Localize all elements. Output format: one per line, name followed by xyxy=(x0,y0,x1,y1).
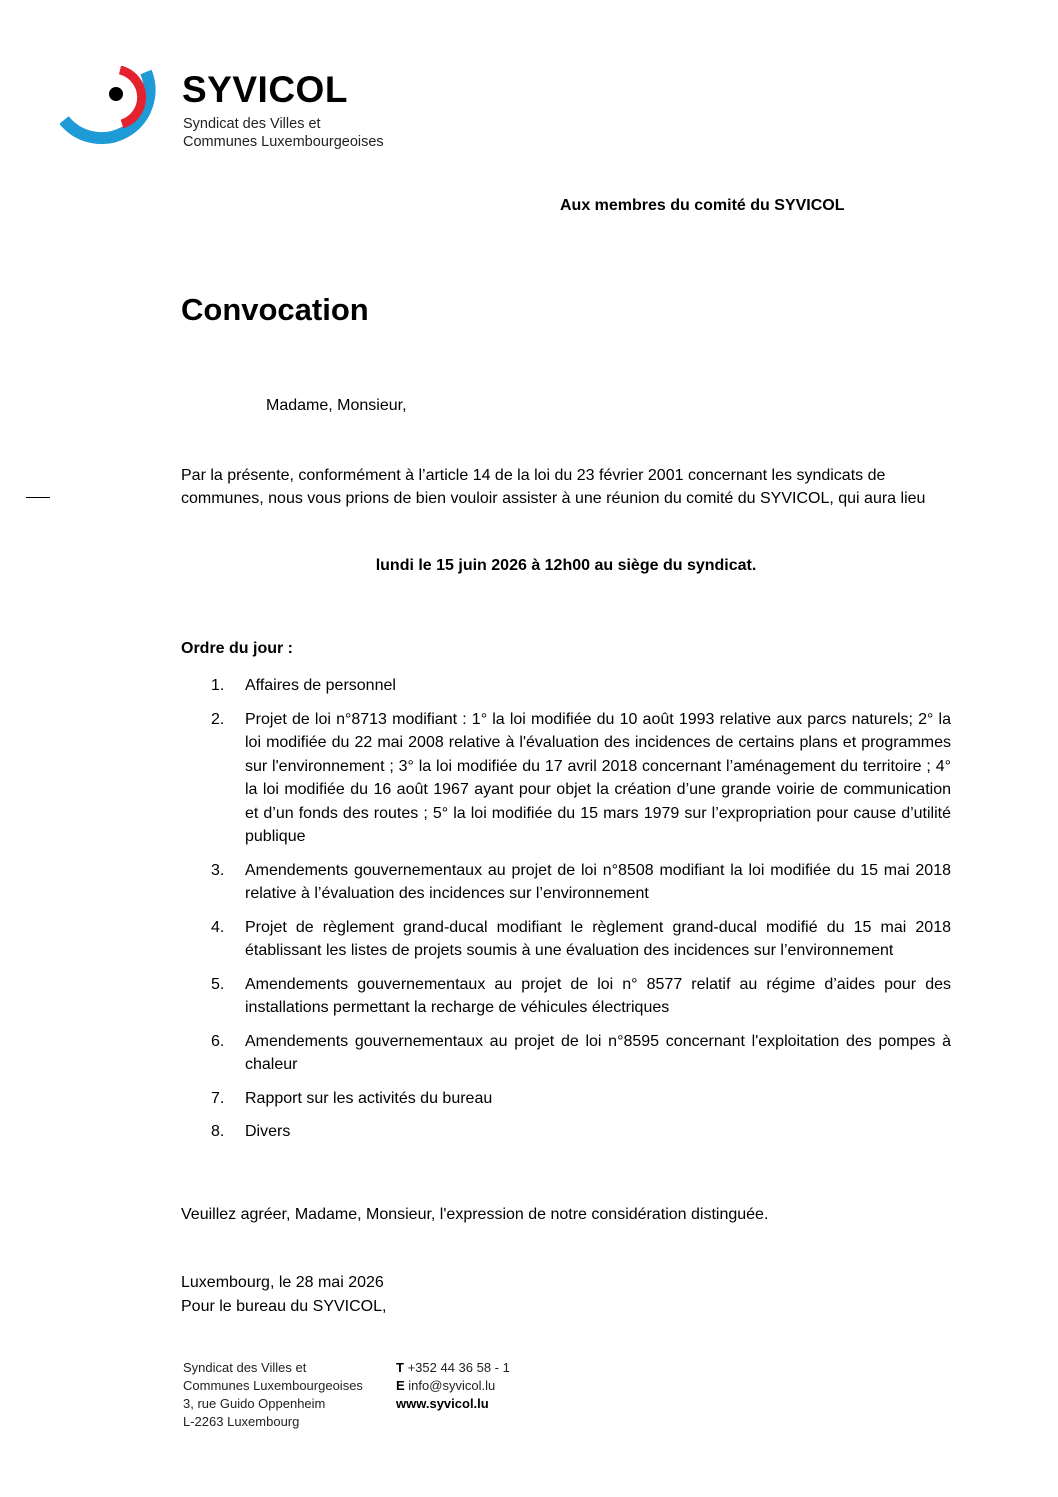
agenda-item-text: Amendements gouvernementaux au projet de loi n°8595 concernant l'exploitation des pompes à chaleur xyxy=(245,1032,951,1073)
agenda-item xyxy=(181,916,951,963)
agenda-item-number: 8. xyxy=(211,1123,225,1140)
agenda-item-number: 7. xyxy=(211,1089,225,1107)
agenda-item-text: Amendements gouvernementaux au projet de loi n° 8577 relatif au régime d’aides pour des installations permettant la recharge de véhicules électriques xyxy=(245,975,951,1016)
footer-address xyxy=(183,1359,363,1431)
footer-contact xyxy=(396,1359,510,1413)
agenda-item-text: Rapport sur les activités du bureau xyxy=(245,1089,493,1107)
brand-name: SYVICOL xyxy=(182,69,348,110)
recipient: Aux membres du comité du SYVICOL xyxy=(560,197,845,214)
footer-phone xyxy=(396,1359,510,1377)
agenda-item xyxy=(181,973,951,1020)
page-title: Convocation xyxy=(181,292,369,327)
agenda-item-number: 2. xyxy=(211,710,225,728)
agenda-item xyxy=(181,674,951,698)
agenda-list xyxy=(181,674,951,1154)
footer-address-line: 3, rue Guido Oppenheim xyxy=(183,1396,326,1411)
email-link[interactable]: info@syvicol.lu xyxy=(408,1378,496,1393)
footer-address-line: L-2263 Luxembourg xyxy=(183,1414,300,1429)
agenda-item xyxy=(181,1120,951,1144)
agenda-title: Ordre du jour : xyxy=(181,640,293,657)
closing-formula: Veuillez agréer, Madame, Monsieur, l'expression de notre considération distinguée. xyxy=(181,1206,769,1223)
agenda-item xyxy=(181,859,951,906)
agenda-item-number: 4. xyxy=(211,918,225,936)
agenda-item-text: Projet de règlement grand-ducal modifiant le règlement grand-ducal modifié du 15 mai 2018 établissant les listes de projets soumis à une évaluation des incidences sur l’environnement xyxy=(245,918,951,959)
brand-subtitle xyxy=(183,115,384,151)
footer-address-line: Syndicat des Villes et xyxy=(183,1360,307,1375)
margin-mark xyxy=(26,497,50,498)
place-date: Luxembourg, le 28 mai 2026 xyxy=(181,1274,384,1291)
agenda-item xyxy=(181,708,951,849)
footer-website[interactable] xyxy=(396,1395,510,1413)
agenda-item-number: 6. xyxy=(211,1032,225,1050)
website-link[interactable]: www.syvicol.lu xyxy=(396,1396,489,1411)
agenda-item xyxy=(181,1030,951,1077)
salutation: Madame, Monsieur, xyxy=(266,397,407,414)
phone-number: +352 44 36 58 - 1 xyxy=(407,1360,510,1375)
email-label: E xyxy=(396,1378,405,1393)
brand-subtitle-line: Syndicat des Villes et xyxy=(183,116,321,132)
agenda-item-text: Divers xyxy=(245,1123,291,1140)
agenda-item-text: Projet de loi n°8713 modifiant : 1° la loi modifiée du 10 août 1993 relative aux parcs naturels; 2° la loi modifiée du 22 mai 2008 relative à l'évaluation des incidences de certains plans et programmes sur l'environnement ; 3° la loi modifiée du 17 avril 2018 concernant l’aménagement du territoire ; 4° la loi modifiée du 16 août 1967 ayant pour objet la création d’une grande voirie de communication et d’un fonds des routes ; 5° la loi modifiée du 15 mars 1979 sur l’expropriation pour cause d’utilité publique xyxy=(245,710,951,845)
meeting-date: lundi le 15 juin 2026 à 12h00 au siège du syndicat. xyxy=(375,557,757,574)
agenda-item xyxy=(181,1087,951,1111)
agenda-item-number: 1. xyxy=(211,677,225,694)
agenda-item-number: 3. xyxy=(211,861,225,879)
agenda-item-text: Amendements gouvernementaux au projet de loi n°8508 modifiant la loi modifiée du 15 mai 2018 relative à l’évaluation des incidences sur l’environnement xyxy=(245,861,951,902)
syvicol-logo-icon xyxy=(60,66,168,156)
agenda-item-text: Affaires de personnel xyxy=(245,677,396,694)
agenda-item-number: 5. xyxy=(211,975,225,993)
footer-address-line: Communes Luxembourgeoises xyxy=(183,1378,363,1393)
intro-paragraph: Par la présente, conformément à l’article 14 de la loi du 23 février 2001 concernant les syndicats de communes, nous vous prions de bien vouloir assister à une réunion du comité du SYVICOL, qui aura lieu xyxy=(181,467,926,507)
signoff: Pour le bureau du SYVICOL, xyxy=(181,1298,387,1315)
footer-email xyxy=(396,1377,510,1395)
phone-label: T xyxy=(396,1360,404,1375)
brand-subtitle-line: Communes Luxembourgeoises xyxy=(183,134,384,150)
